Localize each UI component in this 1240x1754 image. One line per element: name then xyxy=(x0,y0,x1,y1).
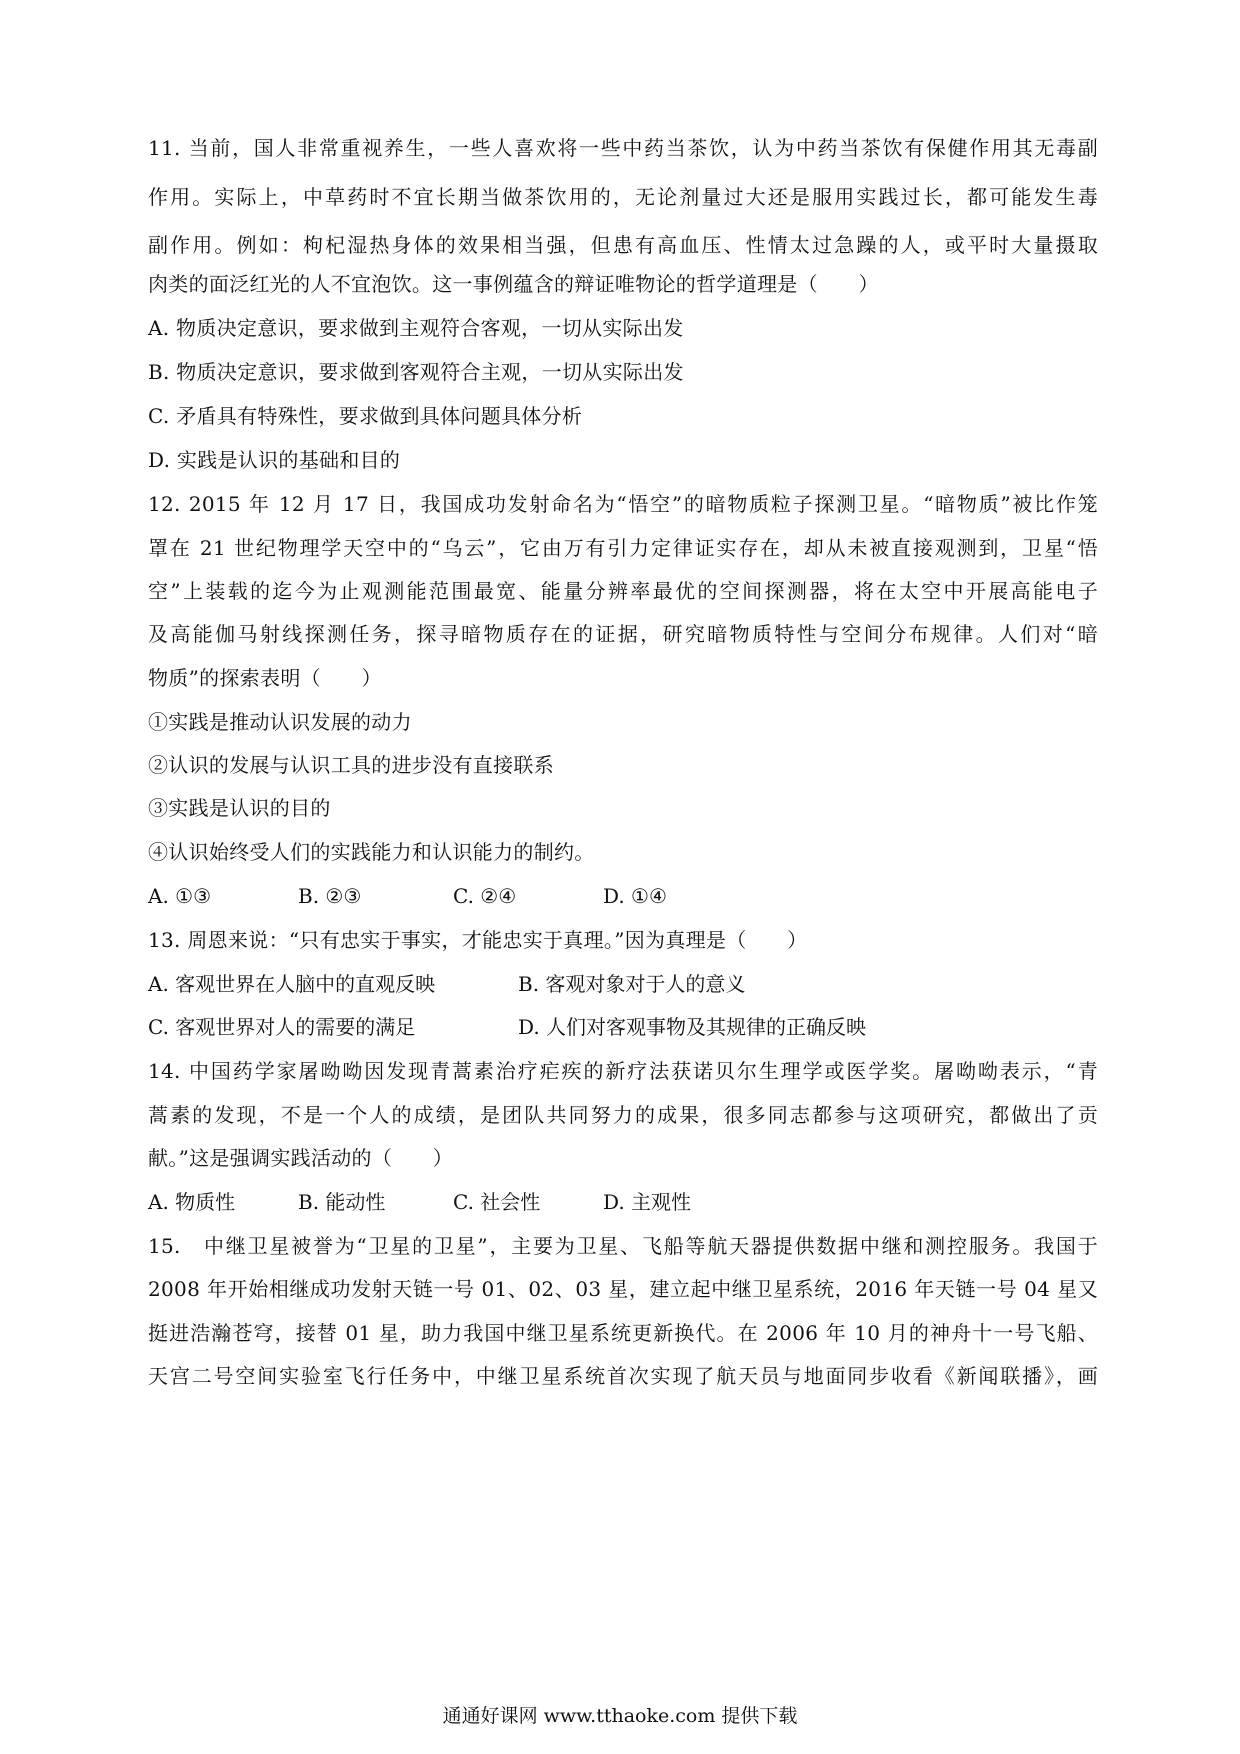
q12-option-a: A. ①③ xyxy=(148,884,212,908)
q14-option-d: D. 主观性 xyxy=(603,1190,692,1214)
q11-option-b: B. 物质决定意识，要求做到客观符合主观，一切从实际出发 xyxy=(148,360,684,384)
q13-stem: 13. 周恩来说：“只有忠实于事实，才能忠实于真理。”因为真理是（ ） xyxy=(148,928,808,952)
q12-line-4: 及高能伽马射线探测任务，探寻暗物质存在的证据，研究暗物质特性与空间分布规律。人们对“暗 xyxy=(148,622,1098,646)
q12-line-2: 罩在 21 世纪物理学天空中的“乌云”，它由万有引力定律证实存在，却从未被直接观测到，卫星“悟 xyxy=(148,536,1098,560)
q13-option-a: A. 客观世界在人脑中的直观反映 xyxy=(148,972,436,996)
q11-line-4: 肉类的面泛红光的人不宜泡饮。这一事例蕴含的辩证唯物论的哲学道理是（ ） xyxy=(148,272,879,296)
q11-line-1: 11. 当前，国人非常重视养生，一些人喜欢将一些中药当茶饮，认为中药当茶饮有保健作用其无毒副 xyxy=(148,136,1098,160)
q12-statement-1: ①实践是推动认识发展的动力 xyxy=(148,710,412,734)
q15-line-2: 2008 年开始相继成功发射天链一号 01、02、03 星，建立起中继卫星系统，2016 年天链一号 04 星又 xyxy=(148,1277,1098,1301)
q11-option-c: C. 矛盾具有特殊性，要求做到具体问题具体分析 xyxy=(148,404,583,428)
q14-line-1: 14. 中国药学家屠呦呦因发现青蒿素治疗疟疾的新疗法获诺贝尔生理学或医学奖。屠呦呦表示，“青 xyxy=(148,1059,1098,1083)
q12-line-1: 12. 2015 年 12 月 17 日，我国成功发射命名为“悟空”的暗物质粒子探测卫星。“暗物质”被比作笼 xyxy=(148,492,1098,516)
q15-line-4: 天宫二号空间实验室飞行任务中，中继卫星系统首次实现了航天员与地面同步收看《新闻联播》，画 xyxy=(148,1364,1098,1388)
q14-line-3: 献。”这是强调实践活动的（ ） xyxy=(148,1146,454,1170)
q14-line-2: 蒿素的发现，不是一个人的成绩，是团队共同努力的成果，很多同志都参与这项研究，都做出了贡 xyxy=(148,1103,1098,1127)
q13-option-b: B. 客观对象对于人的意义 xyxy=(518,972,746,996)
q14-option-b: B. 能动性 xyxy=(298,1190,386,1214)
q11-option-a: A. 物质决定意识，要求做到主观符合客观，一切从实际出发 xyxy=(148,316,684,340)
q11-line-2: 作用。实际上，中草药时不宜长期当做茶饮用的，无论剂量过大还是服用实践过长，都可能发生毒 xyxy=(148,185,1098,209)
q14-option-a: A. 物质性 xyxy=(148,1190,236,1214)
q12-statement-2: ②认识的发展与认识工具的进步没有直接联系 xyxy=(148,753,554,777)
q12-option-d: D. ①④ xyxy=(603,884,667,908)
q13-option-c: C. 客观世界对人的需要的满足 xyxy=(148,1015,416,1039)
q12-line-5: 物质”的探索表明（ ） xyxy=(148,666,382,690)
q12-option-c: C. ②④ xyxy=(453,884,517,908)
q15-line-1: 15. 中继卫星被誉为“卫星的卫星”，主要为卫星、飞船等航天器提供数据中继和测控服务。我国于 xyxy=(148,1234,1098,1258)
page-footer: 通通好课网 www.tthaoke.com 提供下载 xyxy=(442,1705,798,1727)
q11-line-3: 副作用。例如：枸杞湿热身体的效果相当强，但患有高血压、性情太过急躁的人，或平时大量摄取 xyxy=(148,233,1098,257)
q12-statement-4: ④认识始终受人们的实践能力和认识能力的制约。 xyxy=(148,840,595,864)
q15-line-3: 挺进浩瀚苍穹，接替 01 星，助力我国中继卫星系统更新换代。在 2006 年 10 月的神舟十一号飞船、 xyxy=(148,1321,1098,1345)
q12-statement-3: ③实践是认识的目的 xyxy=(148,796,331,820)
q12-line-3: 空”上装载的迄今为止观测能范围最宽、能量分辨率最优的空间探测器，将在太空中开展高能电子 xyxy=(148,579,1098,603)
q12-option-b: B. ②③ xyxy=(298,884,362,908)
q11-option-d: D. 实践是认识的基础和目的 xyxy=(148,448,401,472)
q14-option-c: C. 社会性 xyxy=(453,1190,541,1214)
q13-option-d: D. 人们对客观事物及其规律的正确反映 xyxy=(518,1015,867,1039)
